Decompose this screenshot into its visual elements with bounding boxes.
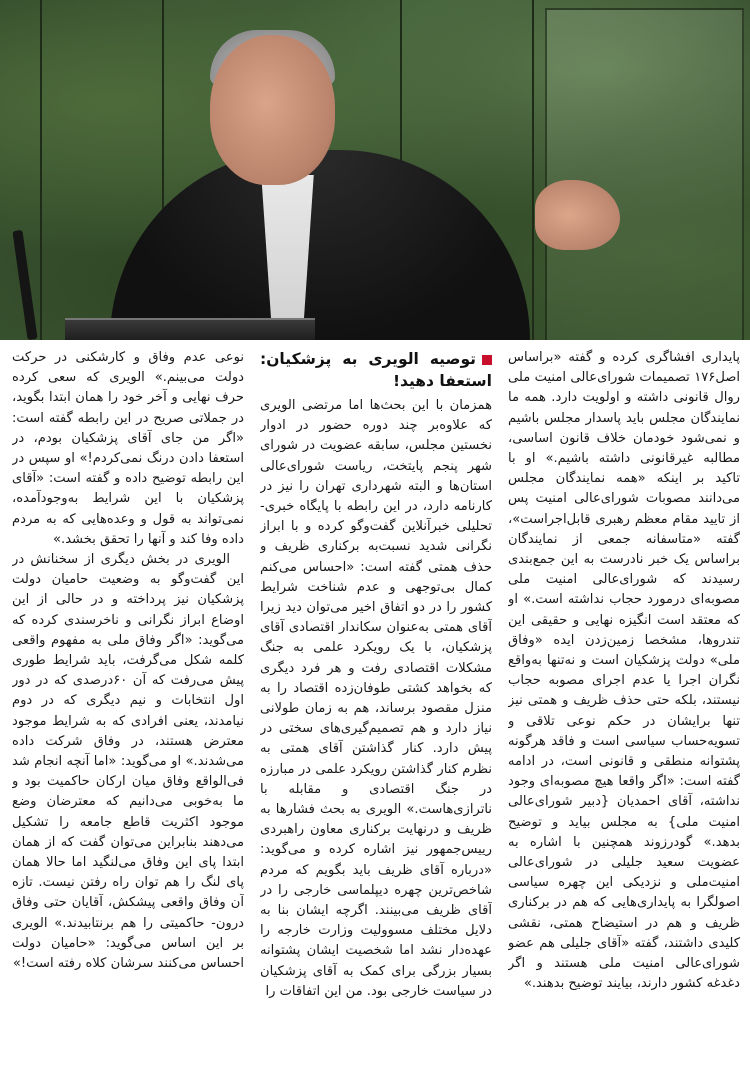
column-left <box>12 348 244 1068</box>
microphone <box>12 230 37 340</box>
column-middle <box>260 348 492 1068</box>
section-headline <box>260 348 492 392</box>
headline-text: توصیه الویری به پزشکیان: استعفا دهید! <box>260 350 492 390</box>
column-right <box>508 348 740 1068</box>
paragraph: پایداری افشاگری کرده و گفته «براساس اصل۱۷۶ تصمیمات شورای‌عالی امنیت ملی روال قانونی داشته و اولویت دارد. همه ما نمایندگان مجلس باید پاسدار مجلس باشیم و نمی‌شود خودمان خلاف قانون اساسی، مطالبه غیرقانونی داشته باشیم.» او با تاکید بر اینکه «همه نمایندگان مجلس می‌دانند مصوبات شورای‌عالی امنیت پس از تایید مقام معظم رهبری قابل‌اجراست»، گفته «متاسفانه جمعی از نمایندگان براساس یک خبر نادرست به این جمع‌بندی رسیدند که شورای‌عالی امنیت ملی مصوبه‌ای درمورد حجاب نداشته است.» او که معتقد است انگیزه نهایی و حقیقی این تندروها، مشخصا زمین‌زدن ایده «وفاق ملی» دولت پزشکیان است و نه‌تنها به‌واقع نگران اجرا یا عدم اجرای مصوبه حجاب نیستند، بلکه حتی حذف ظریف و همتی نیز تنها برایشان در حکم نوعی تلاقی و تسویه‌حساب سیاسی است و فاقد هرگونه پشتوانه منطقی و قانونی است، در ادامه گفته است: «اگر واقعا هیچ مصوبه‌ای وجود نداشته، آقای احمدیان {دبیر شورای‌عالی امنیت ملی} به مجلس بیاید و توضیح بدهد.» گودرزوند همچنین با اشاره به عضویت سعید جلیلی در شورای‌عالی امنیت‌ملی و نزدیکی این چهره سیاسی اصولگرا به پایداری‌هایی که هم در برکناری ظریف و هم در استیضاح همتی، نقشی کلیدی داشتند، گفته «آقای جلیلی هم عضو شورای‌عالی امنیت ملی هستند و اگر دغدغه کشور دارند، بیایند توضیح بدهند.» <box>508 350 740 992</box>
red-square-icon <box>482 355 492 365</box>
article-columns <box>10 348 740 1068</box>
article-photo <box>0 0 750 340</box>
podium <box>65 318 315 340</box>
paragraph: نوعی عدم وفاق و کارشکنی در حرکت دولت می‌بینم.» الویری که سعی کرده حرف نهایی و آخر خود را همان ابتدا بگوید، در جملاتی صریح در این رابطه گفته است: «اگر من جای آقای پزشکیان بودم، در استعفا دادن درنگ نمی‌کردم!» او سپس در این رابطه توضیح داده و گفته است: «آقای پزشکیان با این شرایط به‌وجودآمده، نمی‌تواند به قول و وعده‌هایی که به مردم داده وفا کند و آنها را تحقق بخشد.» <box>12 350 244 547</box>
paragraph: الویری در بخش دیگری از سخنانش در این گفت‌وگو به وضعیت حامیان دولت پزشکیان نیز پرداخته و در حالی از این اوضاع ابراز نگرانی و ناخرسندی کرده که می‌گوید: «اگر وفاق ملی به مفهوم واقعی کلمه شکل می‌گرفت، باید شرایط طوری پیش می‌رفت که آن ۶۰درصدی که در دور اول انتخابات و نیم دیگری که در دوم نیامدند، یعنی افرادی که به شرایط موجود معترض هستند، در وفاق شرکت داده می‌شدند.» او می‌گوید: «اما آنچه انجام شد فی‌الواقع وفاق میان ارکان حاکمیت بود و ما به‌خوبی می‌دانیم که معترضان وضع موجود اکثریت قاطع جامعه را تشکیل می‌دهند بنابراین می‌توان گفت که از همان ابتدا پای این وفاق می‌لنگید اما حالا همان پای لنگ را هم توان راه رفتن نیست. تازه آن وفاق واقعی پیشکش، آقایان حتی وفاق درون- حاکمیتی را هم برنتابیدند.» الویری بر این اساس می‌گوید: «حامیان دولت احساس می‌کنند سرشان کلاه رفته است!» <box>12 552 244 972</box>
paragraph: همزمان با این بحث‌ها اما مرتضی الویری که علاوه‌بر چند دوره حضور در ادوار نخستین مجلس، سابقه عضویت در شورای شهر پنجم پایتخت، ریاست شورای‌عالی استان‌ها و البته شهرداری تهران را نیز در کارنامه دارد، در این رابطه با پایگاه خبری-تحلیلی خبرآنلاین گفت‌وگو کرده و با ابراز نگرانی شدید نسبت‌به برکناری ظریف و حذف همتی گفته است: «احساس می‌کنم کمال بی‌توجهی و عدم شناخت شرایط کشور را در دو اتفاق اخیر می‌توان دید زیرا آقای همتی به‌عنوان سکاندار اقتصادی آقای پزشکیان، با یک رویکرد علمی به جنگ مشکلات اقتصادی رفت و هر فرد دیگری که بخواهد کشتی طوفان‌زده اقتصاد را به منزل مقصود برساند، هم به زمان طولانی نیاز دارد و هم تصمیم‌گیری‌های سختی در پیش دارد. کنار گذاشتن آقای همتی به نظرم کنار گذاشتن رویکرد علمی در مبارزه در جنگ اقتصادی و مقابله با ناترازی‌هاست.» الویری به بحث فشارها به ظریف و درنهایت برکناری معاون راهبردی رییس‌جمهور نیز اشاره کرده و می‌گوید: «درباره آقای ظریف باید بگویم که مردم شاخص‌ترین چهره دیپلماسی خارجی را در آقای ظریف می‌بینند. اگرچه ایشان بنا به دلایل مختلف مسوولیت وزارت خارجه را عهده‌دار نشد اما شخصیت ایشان پشتوانه بسیار بزرگی برای کمک به آقای پزشکیان در سیاست خارجی بود. من این اتفاقات را <box>260 398 492 999</box>
glass-door <box>545 8 744 340</box>
speaker-head <box>210 35 335 185</box>
